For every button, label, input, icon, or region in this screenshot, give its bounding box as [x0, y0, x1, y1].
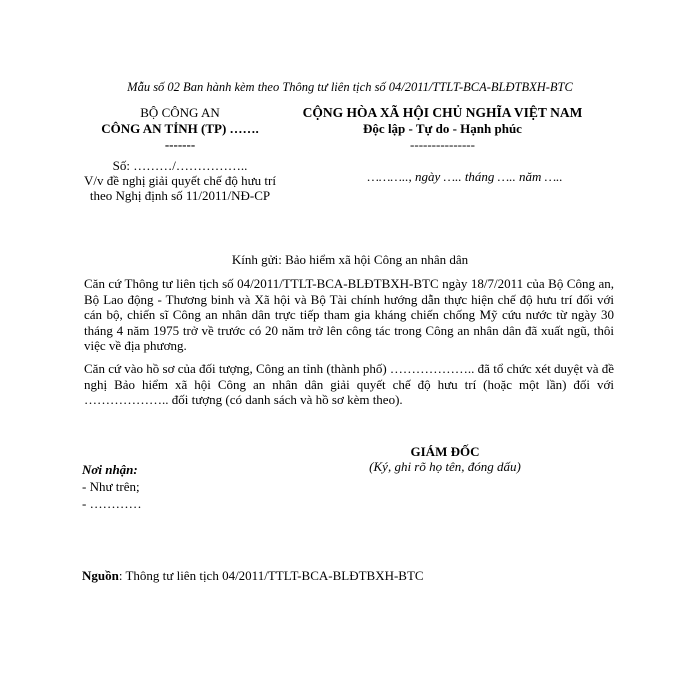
source-text: : Thông tư liên tịch 04/2011/TTLT-BCA-BLĐTBXH-BTC: [118, 568, 424, 583]
agency-divider: -------: [164, 137, 196, 152]
motto-divider: ---------------: [410, 137, 475, 152]
source-label: Nguồn: [82, 568, 119, 583]
ministry-name: BỘ CÔNG AN: [140, 105, 220, 120]
recipients-block: [82, 461, 142, 512]
signer-title: GIÁM ĐỐC: [410, 444, 480, 459]
national-header: [280, 105, 605, 153]
document-subject: V/v đề nghị giải quyết chế độ hưu trí theo Nghị định số 11/2011/NĐ-CP: [84, 173, 276, 203]
recipient-item: - Như trên;: [82, 479, 140, 494]
department-name: CÔNG AN TỈNH (TP) …….: [101, 121, 259, 136]
body-paragraph-2: Căn cứ vào hồ sơ của đối tượng, Công an tỉnh (thành phố) ……………….. đã tổ chức xét duyệt và đề nghị Bảo hiểm xã hội Công an nhân dân giải quyết chế độ hưu trí (hoặc một lần) đối với ……………….. đối tượng (có danh sách và hồ sơ kèm theo).: [84, 361, 614, 407]
recipient-item: - …………: [82, 496, 142, 511]
issuing-agency-header: [80, 105, 280, 153]
nation-name: CỘNG HÒA XÃ HỘI CHỦ NGHĨA VIỆT NAM: [302, 105, 583, 120]
form-caption: Mẫu số 02 Ban hành kèm theo Thông tư liên tịch số 04/2011/TTLT-BCA-BLĐTBXH-BTC: [127, 80, 573, 94]
recipients-label: Nơi nhận:: [82, 462, 138, 477]
recipient-line: Kính gửi: Bảo hiểm xã hội Công an nhân dân: [231, 252, 469, 267]
body-paragraph-1: Căn cứ Thông tư liên tịch số 04/2011/TTLT-BCA-BLĐTBXH-BTC ngày 18/7/2011 của Bộ Công an, Bộ Lao động - Thương binh và Xã hội và Bộ Tài chính hướng dẫn thực hiện chế độ hưu trí đối với cán bộ, chiến sĩ Công an nhân dân trực tiếp tham gia kháng chiến chống Mỹ cứu nước từ ngày 30 tháng 4 năm 1975 trở về trước có 20 năm trở lên công tác trong Công an nhân dân đã xuất ngũ, thôi việc về địa phương.: [84, 276, 614, 353]
signature-note: (Ký, ghi rõ họ tên, đóng dấu): [369, 459, 521, 474]
document-number: Số: ………/……………..: [112, 158, 248, 173]
date-line: ……….., ngày ….. tháng ….. năm …..: [367, 169, 563, 184]
document-number-block: [80, 158, 280, 203]
national-motto: Độc lập - Tự do - Hạnh phúc: [363, 121, 522, 136]
source-line: [82, 568, 424, 584]
